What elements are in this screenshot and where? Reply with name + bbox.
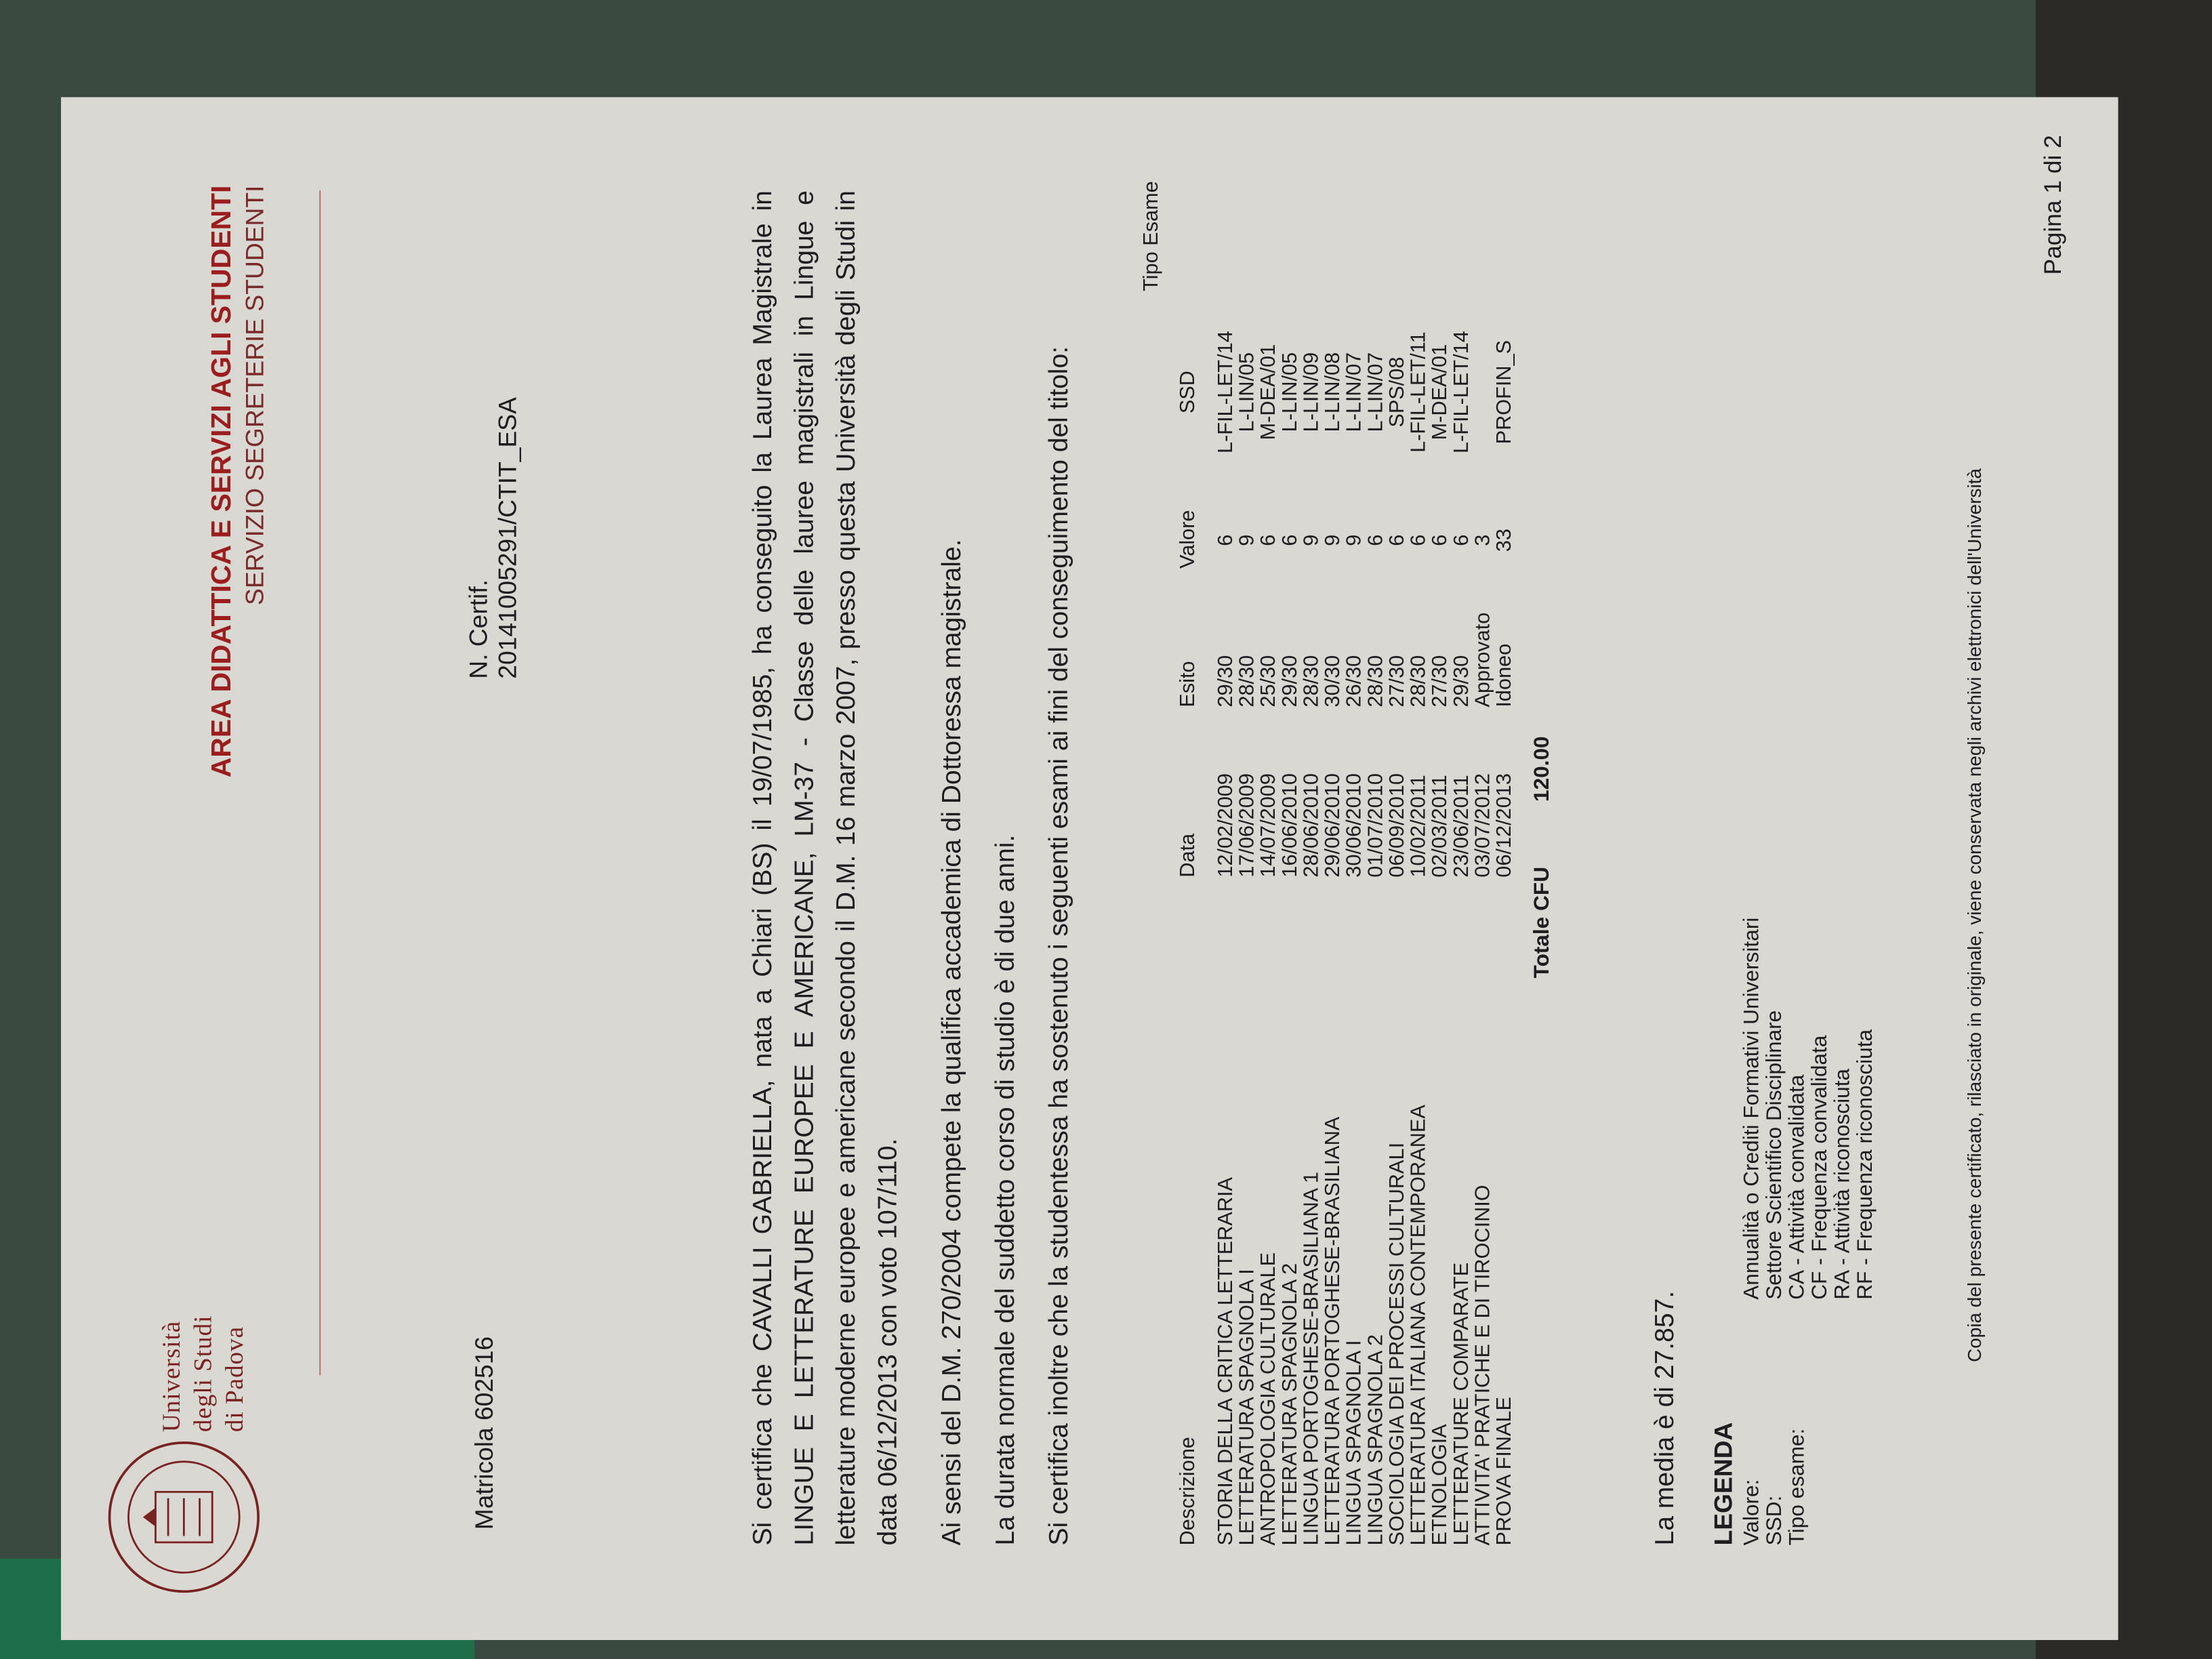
cell-esito: 28/30: [1363, 655, 1387, 708]
qualification-paragraph: Ai sensi del D.M. 270/2004 compete la qualifica accademica di Dottoressa magistrale.: [936, 539, 966, 1546]
cell-valore: 6: [1406, 534, 1430, 546]
cell-ssd: SPS/08: [1385, 356, 1408, 428]
header-tipo-esame: Tipo Esame: [1139, 181, 1162, 291]
cell-descrizione: PROVA FINALE: [1492, 1397, 1515, 1546]
cell-esito: Idoneo: [1492, 643, 1515, 708]
cell-ssd: L-LIN/07: [1363, 352, 1387, 432]
legend-value: RA - Attività riconosciuta: [1830, 1068, 1854, 1300]
cell-esito: 28/30: [1298, 655, 1322, 708]
header-valore: Valore: [1175, 510, 1199, 569]
cell-valore: 6: [1277, 534, 1301, 546]
header-data: Data: [1175, 833, 1199, 878]
cell-descrizione: LETTERATURE COMPARATE: [1448, 1262, 1473, 1546]
cell-data: 03/07/2012: [1470, 773, 1494, 878]
university-name-line: di Padova: [220, 1326, 249, 1433]
cell-esito: 30/30: [1320, 655, 1344, 708]
cell-valore: 9: [1234, 534, 1258, 546]
cell-esito: 28/30: [1406, 655, 1430, 708]
university-name-line: degli Studi: [188, 1315, 217, 1433]
cell-data: 02/03/2011: [1427, 775, 1451, 878]
cell-descrizione: SOCIOLOGIA DEI PROCESSI CULTURALI: [1385, 1142, 1408, 1546]
cell-valore: 6: [1213, 534, 1237, 546]
legend: [1709, 917, 1877, 1546]
cell-esito: 27/30: [1427, 655, 1451, 708]
legend-title: LEGENDA: [1709, 1422, 1738, 1546]
cell-data: 28/06/2010: [1298, 773, 1322, 878]
cell-valore: 6: [1385, 534, 1408, 546]
legend-key: SSD:: [1762, 1495, 1786, 1546]
legend-row: [1852, 1029, 1877, 1546]
cell-esito: 29/30: [1448, 655, 1473, 708]
cell-data: 30/06/2010: [1341, 773, 1366, 878]
legend-value: Settore Scientifico Disciplinare: [1762, 1010, 1786, 1300]
cell-valore: 6: [1427, 534, 1451, 546]
cell-valore: 9: [1298, 534, 1322, 546]
certificate-page: [61, 97, 2118, 1640]
duration-paragraph: La durata normale del suddetto corso di studio è di due anni.: [989, 834, 1020, 1546]
cell-esito: 29/30: [1213, 655, 1237, 708]
cell-descrizione: LINGUA SPAGNOLA 2: [1363, 1334, 1387, 1546]
cell-esito: 28/30: [1234, 655, 1258, 708]
average-grade: La media è di 27.857.: [1649, 1290, 1679, 1546]
cell-valore: 33: [1492, 529, 1515, 552]
legend-row: [1784, 1074, 1809, 1546]
legend-row: [1807, 1035, 1832, 1546]
cell-ssd: L-FIL-LET/14: [1213, 331, 1237, 454]
legend-value: CA - Attività convalidata: [1784, 1074, 1809, 1300]
legend-key: Valore:: [1739, 1479, 1763, 1546]
certificate-number-block: [464, 397, 523, 679]
cell-esito: 26/30: [1341, 655, 1366, 708]
cell-descrizione: LETTERATURA ITALIANA CONTEMPORANEA: [1406, 1105, 1430, 1546]
area-title: AREA DIDATTICA E SERVIZI AGLI STUDENTI: [205, 185, 237, 778]
header-ssd: SSD: [1175, 371, 1199, 414]
cell-descrizione: ANTROPOLOGIA CULTURALE: [1256, 1252, 1279, 1546]
cell-data: 23/06/2011: [1448, 775, 1473, 878]
cell-descrizione: ATTIVITA' PRATICHE E DI TIROCINIO: [1470, 1185, 1494, 1546]
legend-value: CF - Frequenza convalidata: [1807, 1035, 1832, 1300]
cell-descrizione: LETTERATURA PORTOGHESE-BRASILIANA: [1320, 1116, 1344, 1546]
cell-data: 12/02/2009: [1213, 773, 1237, 878]
university-seal-icon: [105, 1438, 263, 1596]
legend-row: [1830, 1068, 1854, 1546]
cell-data: 06/12/2013: [1492, 773, 1515, 878]
legend-key: Tipo esame:: [1784, 1428, 1809, 1546]
cell-ssd: L-LIN/09: [1298, 352, 1322, 432]
legend-row: [1762, 1010, 1786, 1546]
totale-cfu-label: Totale CFU: [1529, 866, 1554, 979]
cell-data: 17/06/2009: [1234, 773, 1258, 878]
cell-data: 10/02/2011: [1406, 775, 1430, 878]
legend-value: RF - Frequenza riconosciuta: [1852, 1029, 1877, 1300]
cell-descrizione: LETTERATURA SPAGNOLA I: [1234, 1269, 1258, 1546]
header-descrizione: Descrizione: [1175, 1437, 1199, 1546]
cell-valore: 3: [1470, 534, 1494, 546]
certification-paragraph: Si certifica che CAVALLI GABRIELLA, nata a Chiari (BS) il 19/07/1985, ha conseguito la Laurea Magistrale in LINGUE E LETTERATURE EUROPEE E AMERICANE, LM-37 - Classe delle lauree magistrali in Lingue e letterature moderne europee e americane secondo il D.M. 16 marzo 2007, presso questa Università degli Studi in data 06/12/2013 con voto 107/110.: [747, 190, 902, 1546]
cell-descrizione: ETNOLOGIA: [1427, 1424, 1451, 1546]
cell-data: 16/06/2010: [1277, 773, 1301, 878]
cell-ssd: L-LIN/05: [1234, 352, 1258, 432]
cell-data: 01/07/2010: [1363, 773, 1387, 878]
office-header: [206, 186, 270, 778]
header-divider: [319, 190, 321, 1375]
cell-valore: 9: [1341, 534, 1366, 546]
cell-valore: 6: [1363, 534, 1387, 546]
cell-data: 06/09/2010: [1385, 773, 1408, 878]
cell-esito: 29/30: [1277, 655, 1301, 708]
cell-descrizione: LINGUA PORTOGHESE-BRASILIANA 1: [1298, 1172, 1322, 1546]
header-esito: Esito: [1175, 661, 1199, 708]
cell-ssd: M-DEA/01: [1256, 344, 1279, 441]
page-number: Pagina 1 di 2: [2040, 135, 2067, 275]
university-name: [156, 1315, 251, 1432]
cell-ssd: M-DEA/01: [1427, 344, 1451, 441]
cell-ssd: L-LIN/08: [1320, 352, 1344, 432]
certificate-label: N. Certif.: [465, 579, 493, 679]
university-name-line: Università: [157, 1320, 186, 1433]
cell-valore: 9: [1320, 534, 1344, 546]
cell-descrizione: LETTERATURA SPAGNOLA 2: [1277, 1263, 1301, 1546]
archive-footer-note: Copia del presente certificato, rilasciato in originale, viene conservata negli archivi elettronici dell'Università: [1964, 468, 1986, 1362]
matricola: Matricola 602516: [470, 1336, 499, 1530]
legend-row: [1739, 917, 1763, 1546]
cell-esito: Approvato: [1470, 612, 1494, 708]
cell-data: 14/07/2009: [1256, 773, 1279, 878]
cell-ssd: L-LIN/07: [1341, 352, 1366, 432]
cell-descrizione: STORIA DELLA CRITICA LETTERARIA: [1213, 1177, 1237, 1546]
cell-valore: 6: [1256, 534, 1279, 546]
legend-value: Annualità o Crediti Formativi Universitari: [1739, 917, 1763, 1300]
certificate-number: 20141005291/CTIT_ESA: [493, 397, 522, 679]
cell-data: 29/06/2010: [1320, 773, 1344, 878]
totale-cfu-value: 120.00: [1529, 736, 1554, 802]
cell-esito: 27/30: [1385, 655, 1408, 708]
cell-ssd: L-FIL-LET/14: [1448, 331, 1473, 454]
cell-descrizione: LINGUA SPAGNOLA I: [1341, 1340, 1366, 1546]
cell-ssd: PROFIN_S: [1492, 340, 1515, 445]
cell-ssd: L-FIL-LET/11: [1406, 331, 1430, 453]
cell-esito: 25/30: [1256, 655, 1279, 708]
cell-ssd: L-LIN/05: [1277, 352, 1301, 432]
exams-intro-paragraph: Si certifica inoltre che la studentessa ha sostenuto i seguenti esami ai fini del conseguimento del titolo:: [1043, 346, 1073, 1546]
area-subtitle: SERVIZIO SEGRETERIE STUDENTI: [241, 185, 269, 605]
cell-valore: 6: [1448, 534, 1473, 546]
